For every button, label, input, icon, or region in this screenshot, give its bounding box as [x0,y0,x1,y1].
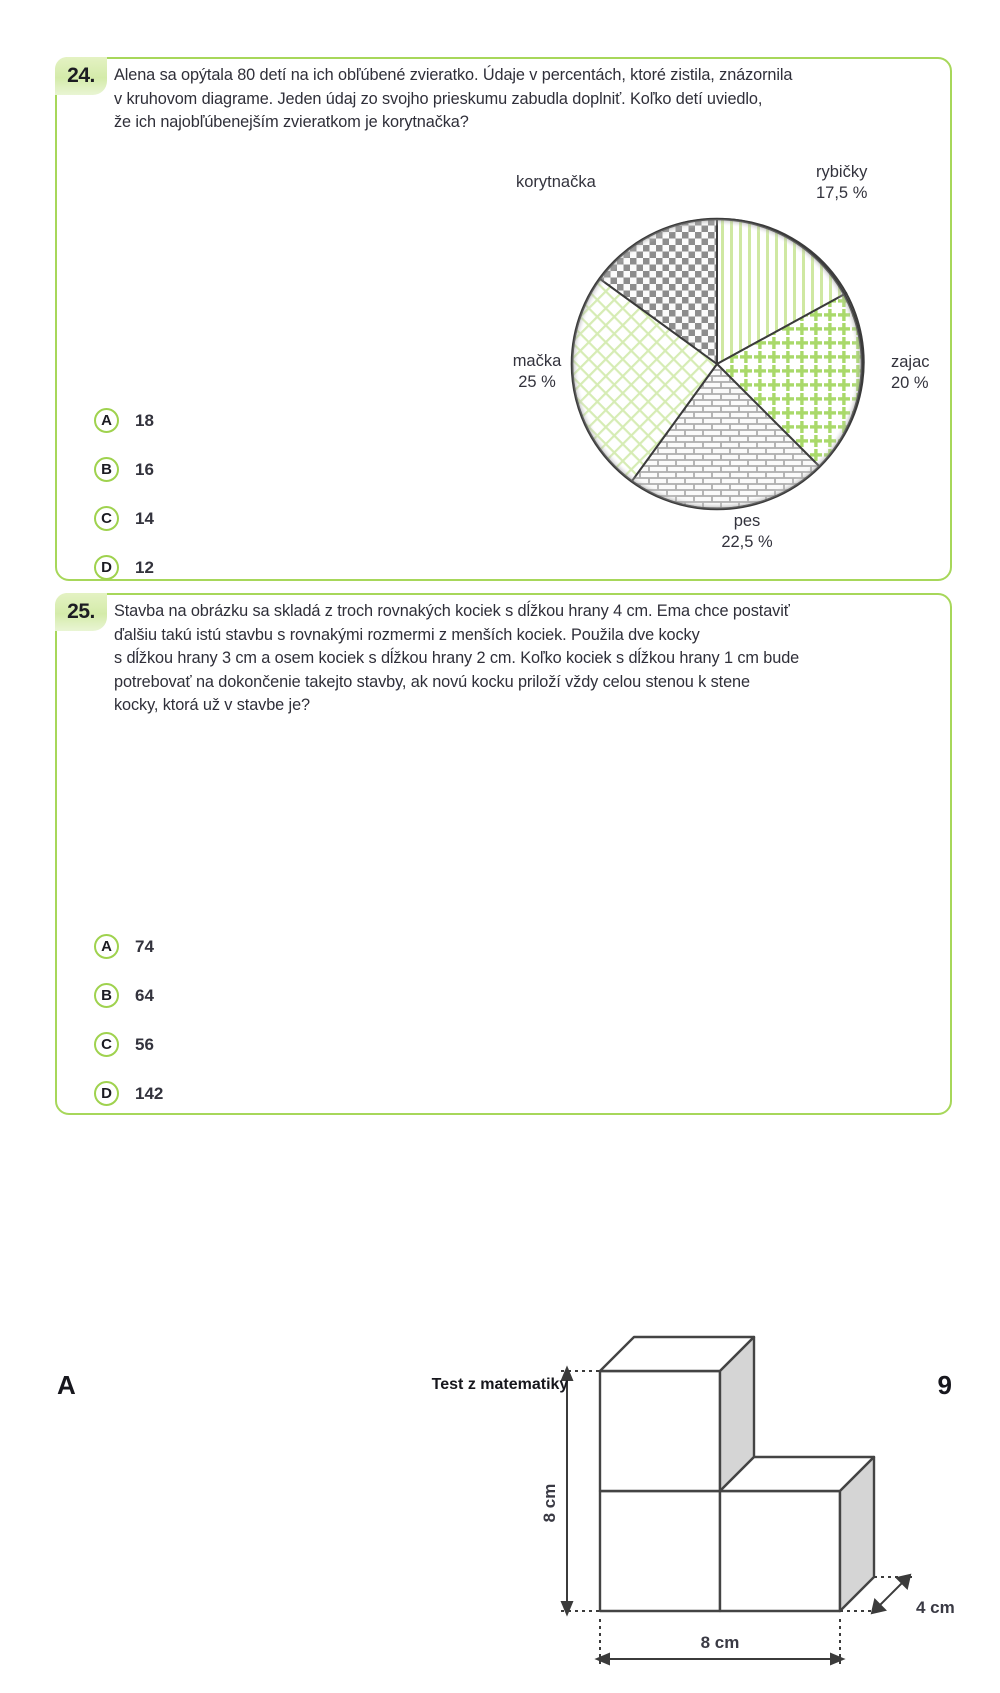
question-25-line-1: Stavba na obrázku sa skladá z troch rovnakých kociek s dĺžkou hrany 4 cm. Ema chce postaviť [114,602,790,620]
option-c-letter: C [94,506,119,531]
option-d-value: 142 [135,1083,164,1103]
option-d-letter: D [94,555,119,580]
footer-title: Test z matematiky [431,1376,569,1393]
option-b[interactable] [94,445,154,494]
pie-label-zajac [891,352,930,394]
question-25-text [114,600,944,718]
option-c-letter: C [94,1032,119,1057]
option-d[interactable] [94,1069,163,1118]
option-c[interactable] [94,1020,163,1069]
question-25-line-5: kocky, ktorá už v stavbe je? [114,696,310,714]
question-24-line-2: v kruhovom diagrame. Jeden údaj zo svojho prieskumu zabudla doplniť. Koľko detí uviedlo, [114,89,763,108]
question-24-line-3: že ich najobľúbenejším zvieratkom je korytnačka? [114,113,469,131]
page-footer [0,1370,1000,1410]
option-a-value: 18 [135,410,154,430]
question-24-box [55,57,952,581]
option-a-value: 74 [135,936,154,956]
question-25-options [94,922,163,1118]
cube-lower-right-front [720,1491,840,1611]
option-c-value: 56 [135,1034,154,1054]
cube-lower-left-front [600,1491,720,1611]
option-d[interactable] [94,543,154,592]
dim-label-depth: 4 cm [916,1598,955,1617]
option-b[interactable] [94,971,163,1020]
option-c-value: 14 [135,508,154,528]
question-25-line-4: potrebovať na dokončenie takejto stavby, ak novú kocku priloží vždy celou stenou k stene [114,672,750,691]
pie-label-macka-name: mačka [512,352,562,370]
pie-label-korytnacka-name: korytnačka [516,173,596,191]
option-a[interactable] [94,396,154,445]
option-d-value: 12 [135,557,154,577]
pie-label-macka-percent: 25 % [518,373,556,391]
question-24-number: 24. [55,57,107,95]
pie-chart [487,154,947,574]
footer-form-letter: A [57,1370,76,1400]
question-24-options [94,396,154,592]
question-24-text [114,64,944,135]
option-b-letter: B [94,457,119,482]
pie-label-korytnacka [516,172,596,193]
pie-label-pes [699,511,795,553]
question-25-line-2: ďalšiu takú istú stavbu s rovnakými rozmermi z menších kociek. Použila dve kocky [114,625,700,644]
option-a-letter: A [94,408,119,433]
pie-label-macka [495,351,579,393]
option-b-letter: B [94,983,119,1008]
dim-label-height: 8 cm [540,1483,559,1523]
pie-label-pes-name: pes [733,512,761,530]
option-a-letter: A [94,934,119,959]
pie-label-rybicky-name: rybičky [816,163,868,181]
pie-edge-shadow [572,219,862,509]
question-24-line-1: Alena sa opýtala 80 detí na ich obľúbené zvieratko. Údaje v percentách, ktoré zistila, znázornila [114,66,793,84]
footer-page-number: 9 [937,1370,952,1400]
option-d-letter: D [94,1081,119,1106]
question-25-line-3: s dĺžkou hrany 3 cm a osem kociek s dĺžkou hrany 2 cm. Koľko kociek s dĺžkou hrany 1 cm bude [114,649,800,667]
option-a[interactable] [94,922,163,971]
pie-label-rybicky-percent: 17,5 % [816,184,868,202]
pie-label-zajac-percent: 20 % [891,374,929,392]
pie-label-zajac-name: zajac [891,353,930,371]
option-c[interactable] [94,494,154,543]
dim-arrow-height-down [562,1602,572,1614]
dim-arrow-width-left [597,1654,609,1664]
dim-label-width: 8 cm [700,1633,740,1652]
option-b-value: 64 [135,985,154,1005]
pie-label-rybicky [816,162,867,204]
pie-label-pes-percent: 22,5 % [721,533,773,551]
option-b-value: 16 [135,459,154,479]
question-25-number: 25. [55,593,107,631]
dim-arrow-width-right [831,1654,843,1664]
